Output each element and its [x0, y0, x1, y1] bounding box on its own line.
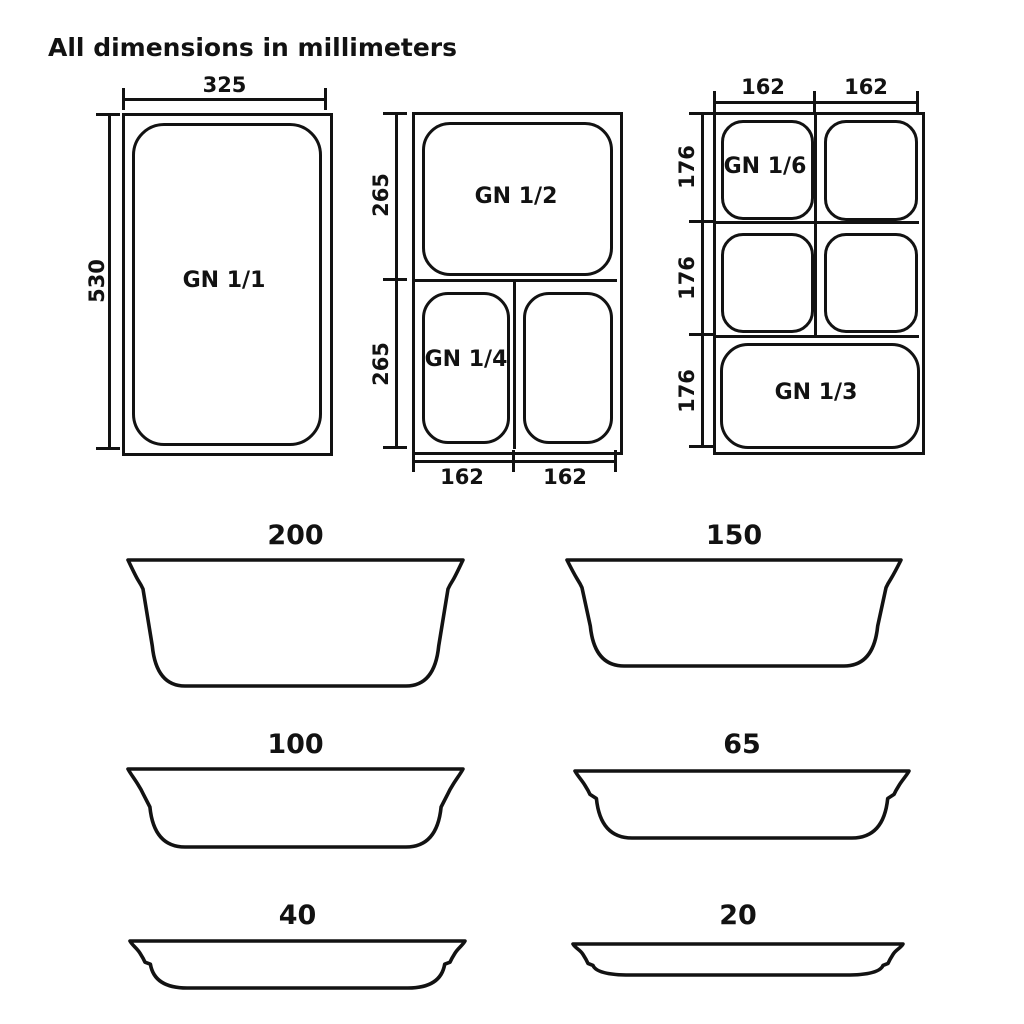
- gn16-height-dim-label-2: 176: [675, 256, 699, 300]
- page-title: All dimensions in millimeters: [48, 33, 457, 62]
- gn16-pan-outline-middle-left: [721, 233, 814, 333]
- gn14-label: GN 1/4: [424, 347, 508, 372]
- gn16-height-dim-tick-1: [689, 112, 713, 115]
- pan-profile-65: [571, 767, 913, 844]
- gn11-width-dim-label: 325: [202, 73, 247, 97]
- gn11-height-dim-label: 530: [85, 259, 109, 303]
- gn12-height-dim-tick-bottom: [383, 446, 407, 449]
- gn16-width-dim-line: [713, 101, 919, 104]
- pan-profile-200: [124, 556, 467, 692]
- gn16-row-divider-2: [713, 335, 919, 338]
- pan-depth-label-200: 200: [267, 520, 324, 551]
- gn14-pan-outline-right: [523, 292, 613, 444]
- gn16-height-dim-tick-2: [689, 220, 713, 223]
- gn12-label: GN 1/2: [474, 184, 558, 209]
- pan-profile-40: [126, 937, 469, 994]
- gn16-height-dim-tick-4: [689, 445, 713, 448]
- pan-depth-label-20: 20: [719, 900, 757, 931]
- gn11-width-dim-line: [122, 98, 327, 101]
- gn16-height-dim-tick-3: [689, 333, 713, 336]
- gn16-width-dim-label-right: 162: [844, 75, 888, 99]
- gn12-height-dim-label-bottom: 265: [369, 342, 393, 386]
- gn11-height-dim-tick-bottom: [96, 447, 120, 450]
- gn13-label: GN 1/3: [774, 380, 858, 405]
- gn16-label: GN 1/6: [723, 154, 807, 179]
- gn12-height-dim-tick-middle: [383, 278, 407, 281]
- gn11-height-dim-tick-top: [96, 113, 120, 116]
- pan-depth-label-100: 100: [267, 729, 324, 760]
- pan-profile-20: [569, 940, 907, 981]
- gn12-height-dim-label-top: 265: [369, 173, 393, 217]
- gn12-height-dim-tick-top: [383, 112, 407, 115]
- gn16-height-dim-label-3: 176: [675, 369, 699, 413]
- pan-depth-label-65: 65: [723, 729, 761, 760]
- pan-depth-label-40: 40: [278, 900, 317, 931]
- gn16-pan-outline-top-right: [824, 120, 918, 221]
- pan-profile-150: [563, 556, 905, 672]
- pan-profile-100: [124, 765, 467, 853]
- gn16-pan-outline-middle-right: [824, 233, 918, 333]
- gn12-width-dim-label-right: 162: [543, 465, 587, 489]
- gn16-height-dim-label-1: 176: [675, 145, 699, 189]
- pan-depth-label-150: 150: [705, 520, 763, 551]
- gn16-column-divider: [814, 112, 817, 335]
- gn11-label: GN 1/1: [182, 268, 266, 293]
- gn16-width-dim-label-left: 162: [741, 75, 785, 99]
- gn12-width-dim-label-left: 162: [440, 465, 484, 489]
- gn16-width-dim-tick-right: [916, 91, 919, 113]
